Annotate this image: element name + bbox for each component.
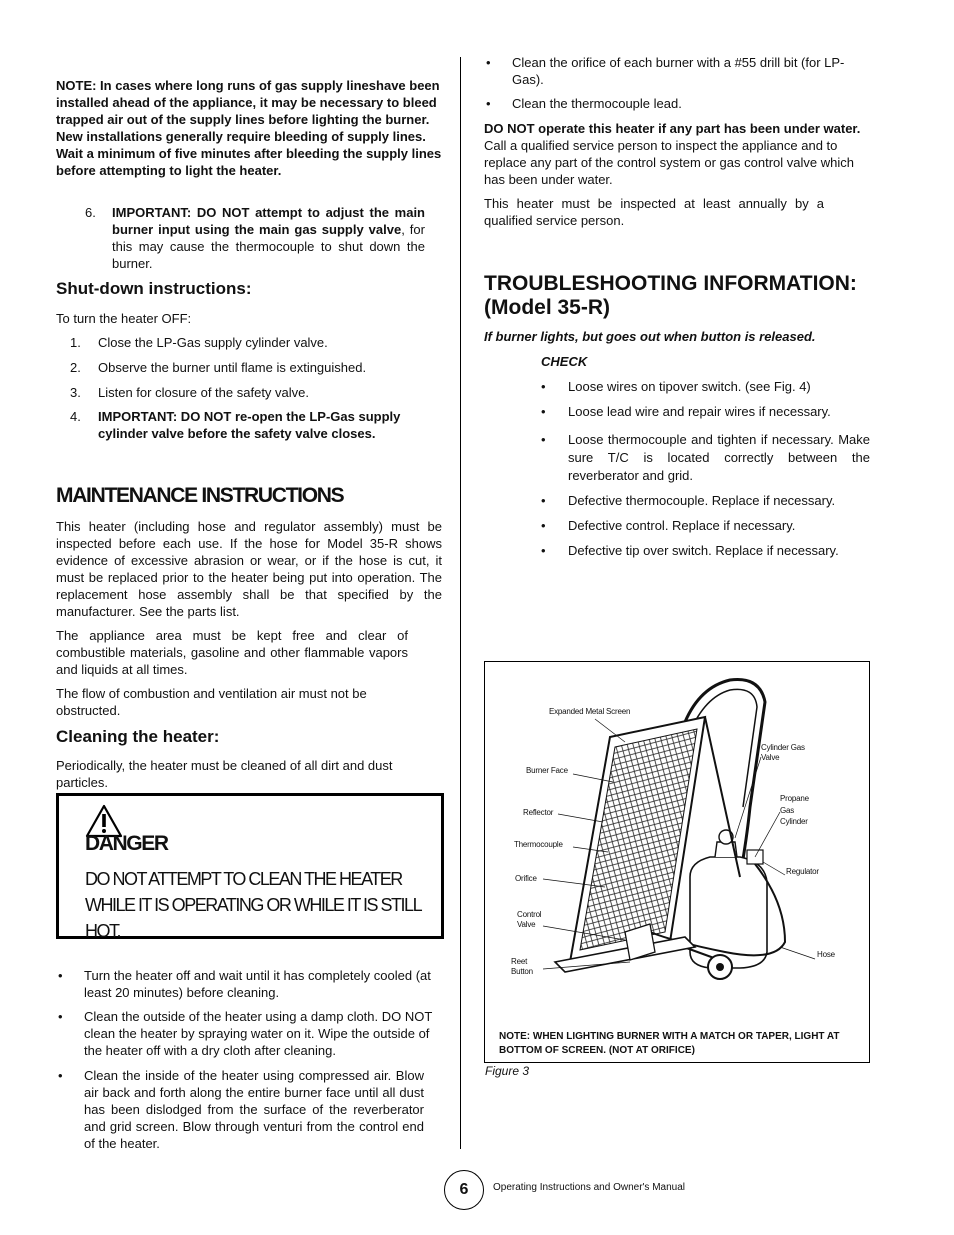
figure-3 <box>484 661 870 1063</box>
label-burner-face: Burner Face <box>526 766 568 775</box>
label-reflector: Reflector <box>523 808 554 817</box>
check-item-1: Loose wires on tipover switch. (see Fig. 4) <box>568 379 811 394</box>
check-5-mark: • <box>541 518 546 533</box>
water-warning <box>484 120 870 188</box>
water-warning-rest: Call a qualified service person to inspect the appliance and to replace any part of the control system or gas control valve which has been under water. <box>484 138 854 187</box>
shutdown-step-1: Close the LP-Gas supply cylinder valve. <box>98 335 328 350</box>
maintenance-paragraph-3: The flow of combustion and ventilation air must not be obstructed. <box>56 686 367 718</box>
maintenance-paragraph-2: The appliance area must be kept free and clear of combustible materials, gasoline and other flammable vapors and liquids at all times. <box>56 628 408 677</box>
item-6-rest: , for this may cause the thermocouple to shut down the burner. <box>112 222 425 271</box>
cleaning-paragraph: Periodically, the heater must be cleaned of all dirt and dust particles. <box>56 758 393 790</box>
cleaning-bullet-1-mark: • <box>58 968 63 983</box>
shutdown-heading: Shut-down instructions: <box>56 279 252 298</box>
cleaning-heading: Cleaning the heater: <box>56 727 220 746</box>
annual-inspection: This heater must be inspected at least annually by a qualified service person. <box>484 196 824 228</box>
check-item-3: Loose thermocouple and tighten if necessary. Make sure T/C is located correctly between the reverberator and grid. <box>568 432 870 483</box>
maintenance-paragraph-1: This heater (including hose and regulator assembly) must be inspected before each use. If the hose for Model 35-R shows evidence of excessive abrasion or wear, or if the hose is cut, it must be replaced prior to the heater being put into operation. The replacement hose assembly shall be that specified by the manufacturer. See the parts list. <box>56 519 442 619</box>
danger-title: DANGER <box>85 832 168 855</box>
item-6-bold: IMPORTANT: DO NOT attempt to adjust the main burner input using the main gas supply valve <box>112 205 425 237</box>
check-item-4: Defective thermocouple. Replace if necessary. <box>568 493 836 508</box>
check-6-mark: • <box>541 543 546 558</box>
figure-note: NOTE: WHEN LIGHTING BURNER WITH A MATCH OR TAPER, LIGHT AT BOTTOM OF SCREEN. (NOT AT ORIFICE) <box>499 1031 840 1056</box>
shutdown-step-3: Listen for closure of the safety valve. <box>98 385 309 400</box>
troubleshooting-heading: TROUBLESHOOTING INFORMATION: (Model 35-R) <box>484 272 857 319</box>
shutdown-step-2-num: 2. <box>70 360 81 375</box>
label-propane-cylinder: Propane Gas Cylinder <box>780 794 809 826</box>
check-item-6: Defective tip over switch. Replace if necessary. <box>568 543 839 558</box>
label-orifice: Orifice <box>515 874 537 883</box>
label-expanded-metal-screen: Expanded Metal Screen <box>549 707 631 716</box>
danger-text: DO NOT ATTEMPT TO CLEAN THE HEATER WHILE IT IS OPERATING OR WHILE IT IS STILL HOT. <box>85 869 421 941</box>
troubleshooting-subheading: If burner lights, but goes out when button is released. <box>484 329 816 344</box>
label-hose: Hose <box>817 950 835 959</box>
label-thermocouple: Thermocouple <box>514 840 563 849</box>
thermocouple-bullet: Clean the thermocouple lead. <box>512 96 682 111</box>
label-control-valve: Control Valve <box>517 910 542 929</box>
label-regulator: Regulator <box>786 867 819 876</box>
water-warning-bold: DO NOT operate this heater if any part has been under water. <box>484 121 861 136</box>
heater-illustration <box>485 662 869 1062</box>
column-divider <box>460 57 461 1149</box>
shutdown-intro: To turn the heater OFF: <box>56 311 192 326</box>
check-item-2: Loose lead wire and repair wires if necessary. <box>568 404 831 419</box>
page-number: 6 <box>444 1170 484 1210</box>
shutdown-step-4: IMPORTANT: DO NOT re-open the LP-Gas supply cylinder valve before the safety valve closes. <box>98 409 401 441</box>
shutdown-step-4-num: 4. <box>70 409 81 424</box>
right-bullet-2-mark: • <box>486 96 491 111</box>
label-cylinder-gas-valve: Cylinder Gas Valve <box>761 743 805 762</box>
check-1-mark: • <box>541 379 546 394</box>
check-4-mark: • <box>541 493 546 508</box>
cleaning-bullet-2: Clean the outside of the heater using a damp cloth. DO NOT clean the heater by spraying water on it. Wipe the outside of the heater off with a dry cloth after cleaning. <box>84 1009 433 1058</box>
orifice-bullet: Clean the orifice of each burner with a #55 drill bit (for LP-Gas). <box>512 55 845 87</box>
check-2-mark: • <box>541 404 546 419</box>
cleaning-bullet-3-mark: • <box>58 1068 63 1083</box>
shutdown-step-3-num: 3. <box>70 385 81 400</box>
shutdown-step-2: Observe the burner until flame is extinguished. <box>98 360 367 375</box>
danger-box <box>56 793 444 939</box>
figure-caption: Figure 3 <box>485 1064 530 1078</box>
item-6-number: 6. <box>85 205 96 220</box>
label-reset-button: Reet Button <box>511 957 533 976</box>
cleaning-bullet-1: Turn the heater off and wait until it has completely cooled (at least 20 minutes) before cleaning. <box>84 968 431 1000</box>
shutdown-step-1-num: 1. <box>70 335 81 350</box>
item-6-text <box>112 204 425 272</box>
maintenance-heading: MAINTENANCE INSTRUCTIONS <box>56 484 344 507</box>
bleed-note: NOTE: In cases where long runs of gas supply lineshave been installed ahead of the appliance, it may be necessary to bleed trapped air out of the supply lines before lighting the burner. New installations generally require bleeding of supply lines. Wait a minimum of five minutes after bleeding the supply lines before attempting to light the heater. <box>56 78 442 178</box>
cleaning-bullet-3: Clean the inside of the heater using compressed air. Blow air back and forth along the entire burner face until all dust has been dislodged from the surface of the reverberator and grid screen. Blow through venturi from the control end of the heater. <box>84 1068 424 1151</box>
check-label: CHECK <box>541 354 588 369</box>
check-3-mark: • <box>541 432 546 447</box>
check-item-5: Defective control. Replace if necessary. <box>568 518 796 533</box>
right-bullet-1-mark: • <box>486 55 491 70</box>
cleaning-bullet-2-mark: • <box>58 1009 63 1024</box>
manual-title: Operating Instructions and Owner's Manual <box>493 1182 686 1193</box>
